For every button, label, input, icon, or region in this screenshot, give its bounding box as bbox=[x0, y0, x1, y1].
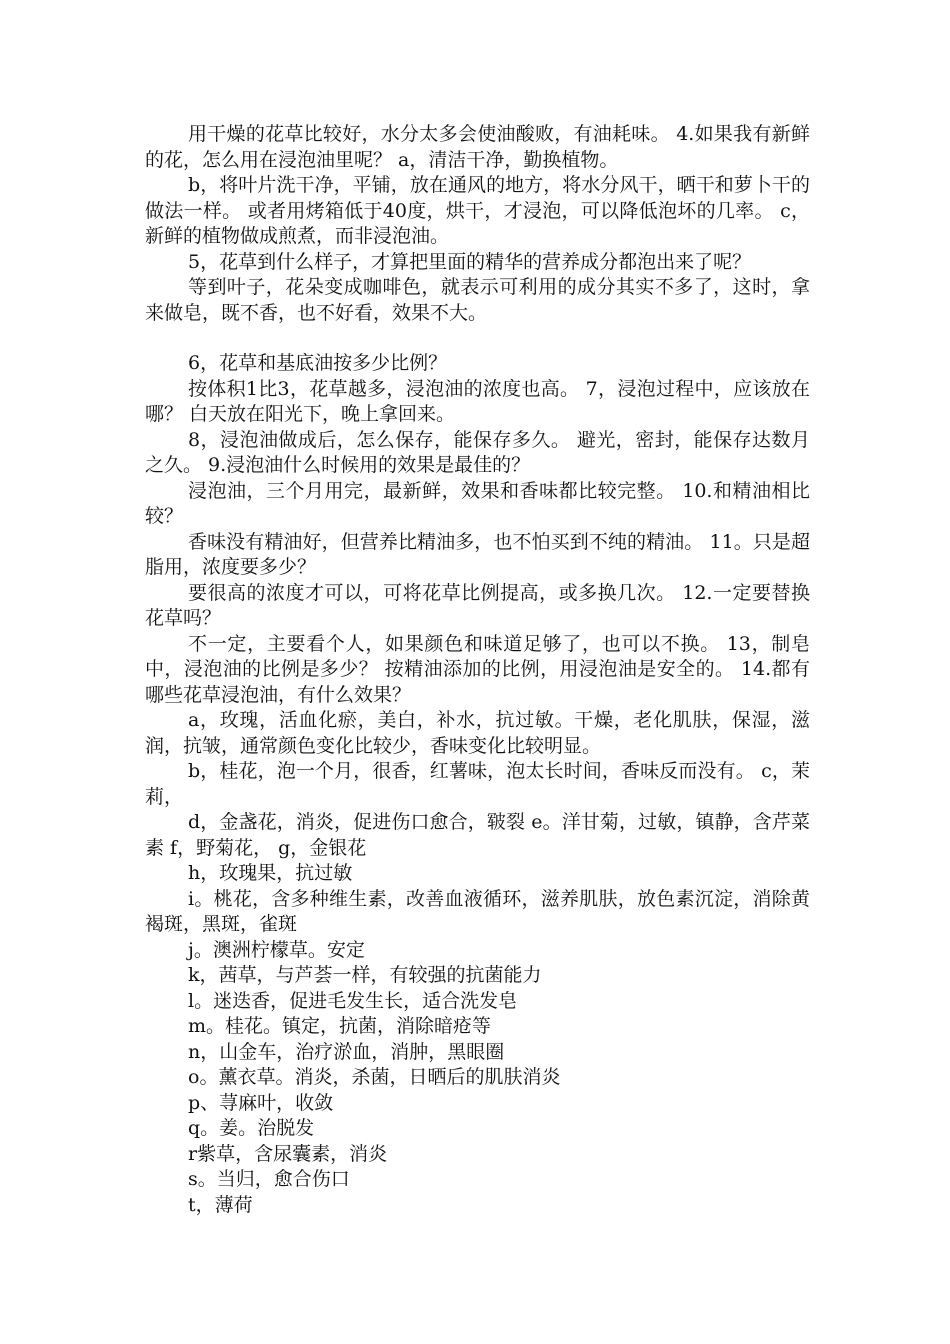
paragraph-washing-leaves: b，将叶片洗干净，平铺，放在通风的地方，将水分风干，晒干和萝卜干的做法一样。 或者用烤箱低于40度，烘干，才浸泡，可以降低泡坏的几率。 c，新鲜的植物做成煎煮，而非浸泡油。 bbox=[145, 174, 810, 247]
list-item-peach-blossom: i。桃花，含多种维生素，改善血液循环，滋养肌肤，放色素沉淀，消除黄褐斑，黑斑，雀斑 bbox=[145, 887, 810, 935]
paragraph-a11-q12: 要很高的浓度才可以，可将花草比例提高，或多换几次。 12.一定要替换花草吗？ bbox=[145, 581, 810, 629]
paragraph-a10-q11: 香味没有精油好，但营养比精油多，也不怕买到不纯的精油。 11。只是超脂用，浓度要多少？ bbox=[145, 530, 810, 578]
list-item-madder: k，茜草，与芦荟一样，有较强的抗菌能力 bbox=[188, 964, 542, 986]
list-item-calendula: d，金盏花，消炎，促进伤口愈合，皲裂 e。洋甘菊，过敏，镇静，含芹菜素 f，野菊花， g，金银花 bbox=[145, 811, 810, 859]
paragraph-a5: 等到叶子，花朵变成咖啡色，就表示可利用的成分其实不多了，这时，拿来做皂，既不香，也不好看，效果不大。 bbox=[145, 276, 810, 324]
paragraph-q5: 5，花草到什么样子，才算把里面的精华的营养成分都泡出来了呢？ bbox=[188, 250, 752, 273]
blank-line bbox=[145, 326, 810, 351]
list-item-rose: a，玫瑰，活血化瘀，美白，补水，抗过敏。干燥，老化肌肤，保湿，滋润，抗皱，通常颜色变化比较少，香味变化比较明显。 bbox=[145, 709, 810, 757]
list-item-lavender: o。薰衣草。消炎，杀菌，日晒后的肌肤消炎 bbox=[188, 1066, 561, 1088]
list-item-arnica: n，山金车，治疗淤血，消肿，黑眼圈 bbox=[188, 1040, 505, 1063]
list-item-mint: t，薄荷 bbox=[188, 1193, 253, 1216]
list-item-rosemary: l。迷迭香，促进毛发生长，适合洗发皂 bbox=[188, 989, 518, 1012]
list-item-angelica: s。当归，愈合伤口 bbox=[188, 1168, 350, 1190]
paragraph-a12-q14: 不一定，主要看个人，如果颜色和味道足够了，也可以不换。 13，制皂中，浸泡油的比例是多少？ 按精油添加的比例，用浸泡油是安全的。 14.都有哪些花草浸泡油，有什么效果？ bbox=[145, 632, 810, 706]
paragraph-a9-q10: 浸泡油，三个月用完，最新鲜，效果和香味都比较完整。 10.和精油相比较？ bbox=[145, 479, 810, 527]
paragraph-a6-q7: 按体积1比3，花草越多，浸泡油的浓度也高。 7，浸泡过程中，应该放在哪？ 白天放在阳光下，晚上拿回来。 bbox=[145, 377, 810, 425]
paragraph-dried-herbs: 用干燥的花草比较好，水分太多会使油酸败，有油耗味。 4.如果我有新鲜的花，怎么用在浸泡油里呢？ a，清洁干净，勤换植物。 bbox=[145, 123, 810, 171]
paragraph-q8-q9: 8，浸泡油做成后，怎么保存，能保存多久。 避光，密封，能保存达数月之久。 9.浸泡油什么时候用的效果是最佳的？ bbox=[145, 428, 810, 476]
list-item-osmanthus: b，桂花，泡一个月，很香，红薯味，泡太长时间，香味反而没有。 c，茉莉， bbox=[145, 760, 810, 808]
list-item-nettle: p、荨麻叶，收敛 bbox=[188, 1091, 334, 1114]
list-item-rosehip: h，玫瑰果，抗过敏 bbox=[188, 862, 353, 884]
list-item-gromwell: r紫草，含尿囊素，消炎 bbox=[188, 1142, 388, 1165]
list-item-lemongrass: j。澳洲柠檬草。安定 bbox=[188, 938, 365, 961]
document-page bbox=[145, 122, 810, 1218]
list-item-osmanthus-2: m。桂花。镇定，抗菌，消除暗疮等 bbox=[188, 1015, 492, 1037]
list-item-ginger: q。姜。治脱发 bbox=[188, 1117, 315, 1139]
paragraph-q6: 6，花草和基底油按多少比例？ bbox=[188, 352, 448, 374]
